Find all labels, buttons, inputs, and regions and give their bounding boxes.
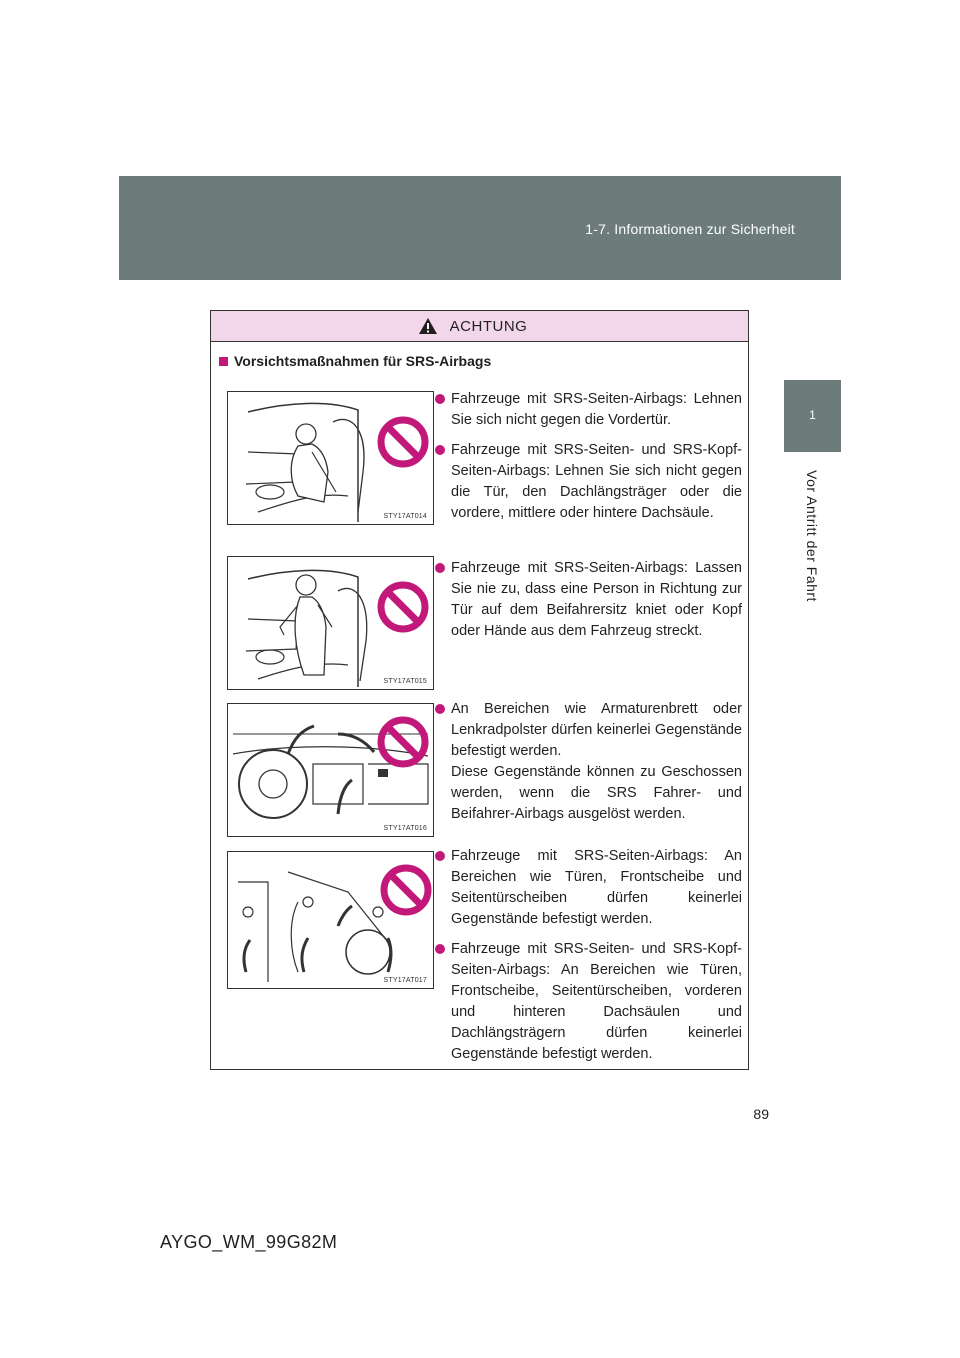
chapter-number: 1 [809, 408, 816, 422]
chapter-label: Vor Antritt der Fahrt [804, 470, 820, 602]
list-item: Fahrzeuge mit SRS-Seiten-Airbags: An Bereichen wie Türen, Frontscheibe und Seitentürscheiben dürfen keinerlei Gegenstände befestigt werden. [433, 846, 742, 930]
section-title: 1-7. Informationen zur Sicherheit [585, 221, 795, 237]
illustration-leaning-door [227, 391, 434, 525]
list-item: Fahrzeuge mit SRS-Seiten-Airbags: Lehnen Sie sich nicht gegen die Vordertür. [433, 389, 742, 431]
header-band [119, 176, 841, 280]
warning-box [210, 310, 749, 1070]
text-block-3 [433, 699, 742, 834]
text-block-4 [433, 846, 742, 1074]
illustration-kneeling [227, 556, 434, 690]
illustration-drawing [228, 704, 433, 836]
round-bullet-icon [435, 944, 445, 954]
illustration-drawing [228, 852, 433, 988]
list-item-continuation: Diese Gegenstände können zu Geschossen werden, wenn die SRS Fahrer- und Beifahrer-Airbags ausgelöst werden. [451, 764, 742, 822]
warning-header [211, 311, 748, 342]
round-bullet-icon [435, 704, 445, 714]
square-bullet-icon [219, 357, 228, 366]
round-bullet-icon [435, 851, 445, 861]
image-code: STY17AT017 [383, 977, 427, 984]
warning-triangle-icon [418, 317, 438, 335]
warning-subtitle: Vorsichtsmaßnahmen für SRS-Airbags [219, 353, 491, 369]
list-item: Fahrzeuge mit SRS-Seiten- und SRS-Kopf-Seiten-Airbags: An Bereichen wie Türen, Frontscheibe, Seitentürscheiben, vorderen und hinteren Dachsäulen und Dachlängsträgern dürfen keinerlei Gegenstände befestigt werden. [433, 939, 742, 1065]
list-item: Fahrzeuge mit SRS-Seiten- und SRS-Kopf-Seiten-Airbags: Lehnen Sie sich nicht gegen die Tür, den Dachlängsträger oder die vordere, mittlere oder hintere Dachsäule. [433, 440, 742, 524]
illustration-interior [227, 851, 434, 989]
illustration-dashboard [227, 703, 434, 837]
round-bullet-icon [435, 563, 445, 573]
list-item: An Bereichen wie Armaturenbrett oder Lenkradpolster dürfen keinerlei Gegenstände befestigt werden. [433, 699, 742, 762]
image-code: STY17AT015 [383, 678, 427, 685]
page-number: 89 [753, 1106, 769, 1122]
illustration-drawing [228, 557, 433, 689]
image-code: STY17AT014 [383, 513, 427, 520]
text-block-2 [433, 558, 742, 651]
list-item: Fahrzeuge mit SRS-Seiten-Airbags: Lassen Sie nie zu, dass eine Person in Richtung zur Tür auf dem Beifahrersitz kniet oder Kopf oder Hände aus dem Fahrzeug streckt. [433, 558, 742, 642]
document-id: AYGO_WM_99G82M [160, 1232, 338, 1252]
warning-title: ACHTUNG [449, 317, 528, 335]
text-block-1 [433, 389, 742, 533]
image-code: STY17AT016 [383, 825, 427, 832]
round-bullet-icon [435, 394, 445, 404]
illustration-drawing [228, 392, 433, 524]
chapter-tab [784, 380, 841, 452]
round-bullet-icon [435, 445, 445, 455]
